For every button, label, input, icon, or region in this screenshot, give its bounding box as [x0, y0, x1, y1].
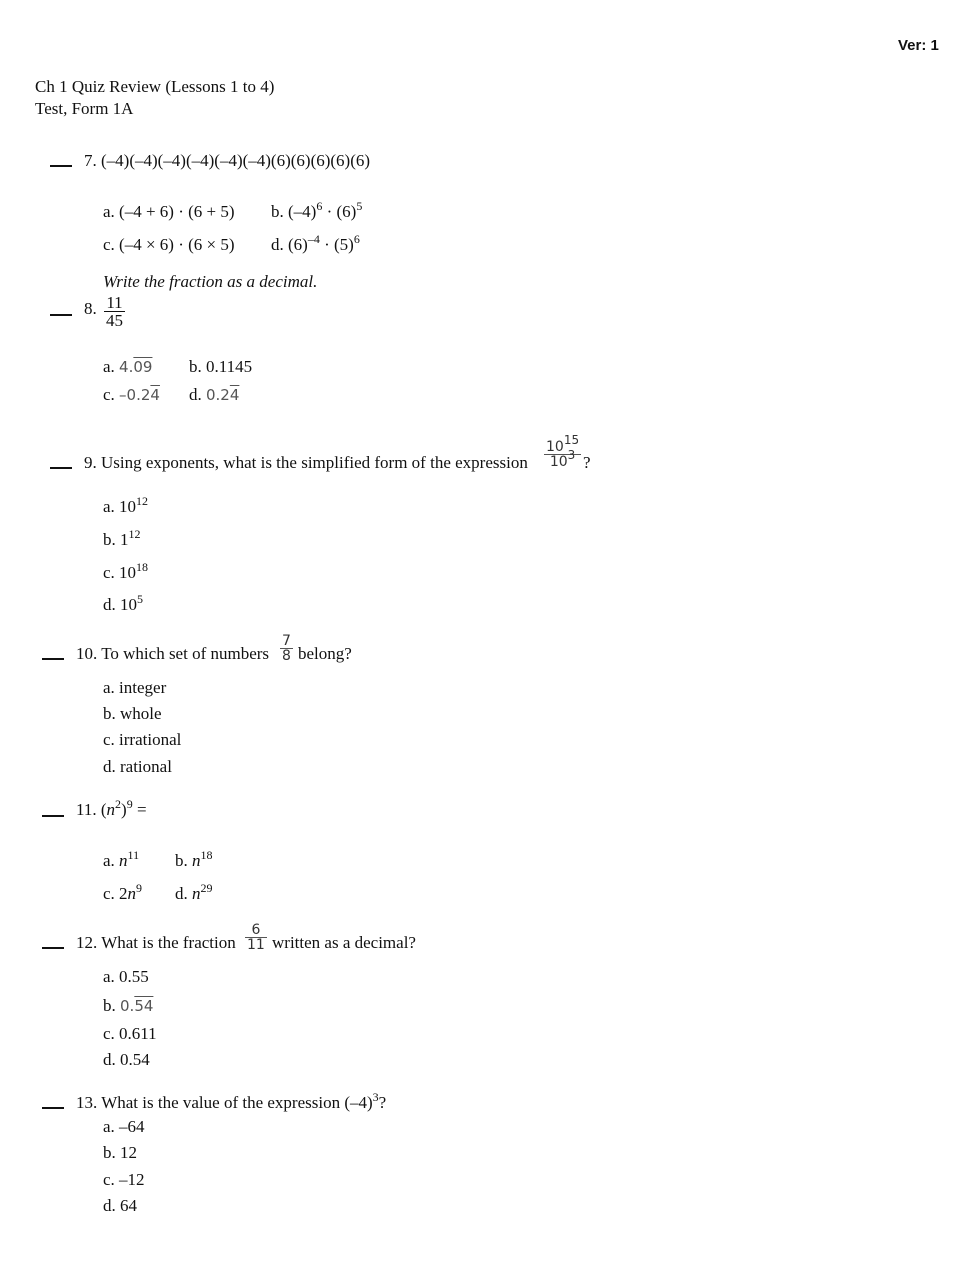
q13-choice-b[interactable]: b. 12 [103, 1143, 137, 1162]
exponent: 2 [115, 797, 122, 811]
repeating-decimal [119, 386, 160, 404]
exponent: 6 [316, 199, 323, 213]
denominator [544, 448, 581, 470]
choice-label: d. [271, 235, 284, 254]
q9-choice-b[interactable] [103, 527, 141, 550]
q10-choice-a[interactable]: a. integer [103, 678, 167, 697]
q11-choice-c[interactable] [103, 881, 143, 904]
decimal-int: 4. [119, 358, 134, 376]
choice-text: (–4 + 6) · (6 + 5) [119, 202, 235, 221]
repeating-decimal [119, 358, 152, 376]
question-text: Using exponents, what is the simplified form of the expression [101, 453, 528, 472]
question-13 [76, 1090, 387, 1113]
repeating-decimal [120, 997, 153, 1015]
base: 1 [120, 530, 129, 549]
question-10 [76, 644, 269, 664]
choice-base: (–4) [288, 202, 317, 221]
decimal-int: 0. [120, 997, 135, 1015]
answer-blank-q11[interactable] [42, 815, 64, 817]
base: 10 [119, 563, 137, 582]
q12-choice-b[interactable] [103, 996, 153, 1016]
question-text: To which set of numbers [101, 644, 270, 663]
q12-choice-d[interactable]: d. 0.54 [103, 1050, 150, 1069]
q8-choice-d[interactable] [189, 385, 239, 405]
exponent: 12 [136, 494, 149, 508]
q8-choice-c[interactable] [103, 385, 160, 405]
denominator: 11 [247, 937, 265, 953]
answer-blank-q13[interactable] [42, 1107, 64, 1109]
base: 10 [549, 454, 568, 470]
question-12 [76, 933, 236, 953]
choice-label: c. [103, 563, 115, 582]
exponent: 12 [128, 527, 141, 541]
q9-choice-a[interactable] [103, 494, 149, 517]
exponent: 3 [372, 1090, 379, 1104]
fraction-7-8 [280, 634, 293, 663]
choice-label: a. [103, 202, 115, 221]
q7-choice-d[interactable] [271, 232, 360, 255]
page-title: Ch 1 Quiz Review (Lessons 1 to 4) [35, 77, 275, 96]
question-text: (–4)(–4)(–4)(–4)(–4)(–4)(6)(6)(6)(6)(6) [101, 151, 371, 170]
numerator [544, 433, 581, 455]
q10-choice-d[interactable]: d. rational [103, 757, 172, 776]
repeating-digits: 4 [150, 386, 160, 404]
question-number: 13. [76, 1093, 98, 1112]
q9-choice-c[interactable] [103, 560, 149, 583]
question-text-end: belong? [298, 644, 352, 663]
question-number: 7. [84, 151, 97, 170]
choice-label: a. [103, 497, 115, 516]
choice-label: d. [189, 385, 202, 404]
choice-label: c. [103, 385, 115, 404]
exponent: 5 [137, 592, 143, 606]
exponent: 9 [136, 881, 143, 895]
variable: n [119, 851, 128, 870]
repeating-decimal [206, 386, 239, 404]
question-number: 10. [76, 644, 98, 663]
choice-label: b. [189, 357, 202, 376]
paren: ( [100, 800, 107, 819]
exponent: 15 [563, 433, 580, 447]
q11-choice-d[interactable] [175, 881, 213, 904]
question-8-number: 8. [84, 299, 97, 318]
answer-blank-q8[interactable] [50, 314, 72, 316]
fraction-6-11 [245, 923, 267, 952]
question-text: What is the fraction [101, 933, 236, 952]
instruction-text: Write the fraction as a decimal. [103, 272, 318, 291]
variable: n [192, 851, 201, 870]
denominator: 45 [106, 311, 123, 330]
question-7 [84, 151, 370, 171]
decimal-int: –0.2 [119, 386, 151, 404]
equals: = [132, 800, 147, 819]
question-text-end: written as a decimal? [272, 933, 416, 952]
choice-label: b. [103, 530, 116, 549]
numerator: 6 [251, 922, 261, 938]
q7-choice-c[interactable] [103, 235, 235, 255]
variable: n [192, 884, 201, 903]
answer-blank-q12[interactable] [42, 947, 64, 949]
q11-choice-a[interactable] [103, 848, 140, 871]
base: 10 [119, 497, 137, 516]
answer-blank-q10[interactable] [42, 658, 64, 660]
q13-choice-c[interactable]: c. –12 [103, 1170, 145, 1189]
exponent: 5 [356, 199, 363, 213]
exponent: 6 [353, 232, 360, 246]
q8-choice-a[interactable] [103, 357, 152, 377]
version-label: Ver: 1 [898, 37, 939, 54]
question-text: What is the value of the expression (–4) [101, 1093, 373, 1112]
exponent: 29 [200, 881, 213, 895]
numerator: 11 [106, 293, 123, 312]
choice-label: d. [175, 884, 188, 903]
q13-choice-a[interactable]: a. –64 [103, 1117, 145, 1136]
q7-choice-b[interactable] [271, 199, 363, 222]
q10-choice-c[interactable]: c. irrational [103, 730, 182, 749]
question-mark: ? [378, 1093, 387, 1112]
exponent: 3 [567, 448, 576, 462]
choice-label: a. [103, 357, 115, 376]
base: 10 [120, 595, 137, 614]
exponent: –4 [307, 232, 320, 246]
exponent: 11 [127, 848, 140, 862]
numerator: 7 [282, 633, 291, 649]
choice-text: · (6) [322, 202, 357, 221]
q12-choice-a[interactable]: a. 0.55 [103, 967, 149, 986]
q12-choice-c[interactable]: c. 0.611 [103, 1024, 157, 1043]
choice-label: b. [271, 202, 284, 221]
exponent: 18 [200, 848, 213, 862]
fraction-11-45 [104, 294, 125, 329]
exponent: 9 [126, 797, 133, 811]
question-11 [76, 797, 147, 820]
choice-label: a. [103, 851, 115, 870]
choice-text: · (5) [319, 235, 354, 254]
answer-blank-q9[interactable] [50, 467, 72, 469]
coefficient: 2 [119, 884, 128, 903]
q8-choice-b[interactable] [189, 357, 252, 377]
question-number: 12. [76, 933, 98, 952]
choice-text: (–4 × 6) · (6 × 5) [119, 235, 235, 254]
q13-choice-d[interactable]: d. 64 [103, 1196, 137, 1215]
q7-choice-a[interactable] [103, 202, 235, 222]
answer-blank-q7[interactable] [50, 165, 72, 167]
variable: n [127, 884, 137, 903]
repeating-digits: 54 [134, 997, 154, 1015]
question-mark: ? [583, 453, 591, 472]
q11-choice-b[interactable] [175, 848, 213, 871]
choice-label: c. [103, 884, 115, 903]
choice-label: b. [175, 851, 188, 870]
choice-base: (6) [288, 235, 308, 254]
page-subtitle: Test, Form 1A [35, 99, 134, 118]
q10-choice-b[interactable]: b. whole [103, 704, 162, 723]
choice-text: 0.1145 [206, 357, 253, 376]
question-number: 9. [84, 453, 97, 472]
base: 10 [546, 439, 564, 455]
choice-label: b. [103, 996, 116, 1015]
choice-label: d. [103, 595, 116, 614]
exponent: 18 [136, 560, 149, 574]
decimal-int: 0.2 [206, 386, 230, 404]
question-number: 11. [76, 800, 97, 819]
variable: n [106, 800, 116, 819]
repeating-digits: 4 [229, 386, 240, 404]
paren: ) [121, 800, 127, 819]
q9-choice-d[interactable] [103, 592, 143, 615]
fraction-10-15-over-10-3 [544, 433, 581, 470]
choice-label: c. [103, 235, 115, 254]
denominator: 8 [282, 648, 291, 664]
question-9 [84, 453, 528, 473]
repeating-digits: 09 [133, 358, 153, 376]
